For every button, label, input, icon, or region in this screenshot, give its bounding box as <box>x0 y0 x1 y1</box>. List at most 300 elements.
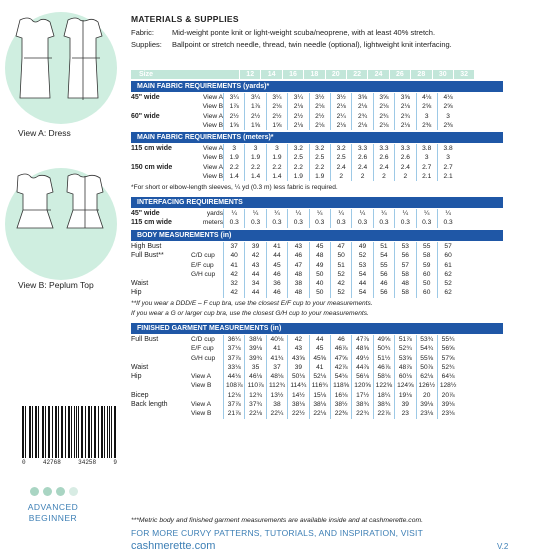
table-cell: 16⅛ <box>330 391 351 400</box>
table-cell: 2.2 <box>288 163 309 172</box>
table-cell: 50 <box>309 288 330 297</box>
table-cell: 41¾ <box>266 354 287 363</box>
table-cell: ¼ <box>224 209 245 218</box>
table-row <box>131 112 458 121</box>
table-cell: 3 <box>224 144 245 153</box>
fabric-value: Mid-weight ponte knit or light-weight scuba/neoprene, with at least 40% stretch. <box>172 28 532 37</box>
table-cell: 38½ <box>330 400 351 409</box>
table-cell: 39⅛ <box>437 400 458 409</box>
table-cell: 62 <box>437 288 458 297</box>
size-cell: 12 <box>240 70 261 79</box>
table-cell: 3½ <box>309 93 330 102</box>
table-cell: 52 <box>330 270 351 279</box>
table-cell: 39⅛ <box>245 344 266 353</box>
size-cell: 32 <box>453 70 474 79</box>
table-cell: 57 <box>395 261 416 270</box>
row-label: 115 cm wide <box>131 218 191 227</box>
table-cell: 2⅝ <box>416 102 437 111</box>
table-row <box>131 335 458 344</box>
table-row <box>131 102 458 111</box>
table-cell: 128½ <box>437 381 458 390</box>
table-cell: 56 <box>373 288 394 297</box>
table-row <box>131 391 458 400</box>
supplies-row <box>131 40 532 49</box>
table-cell: 18¼ <box>373 391 394 400</box>
table-cell: 40 <box>224 251 245 260</box>
promo-text: FOR MORE CURVY PATTERNS, TUTORIALS, AND INSPIRATION, VISIT <box>131 528 423 538</box>
table-cell: 3 <box>416 153 437 162</box>
size-cell: 26 <box>389 70 410 79</box>
table-cell: 42 <box>224 270 245 279</box>
table-cell: 3 <box>437 153 458 162</box>
table-cell: 1⅝ <box>245 121 266 130</box>
table-cell: 44 <box>266 251 287 260</box>
table-cell: 41 <box>266 242 287 251</box>
barcode-bars <box>22 406 117 458</box>
row-label: High Bust <box>131 242 191 251</box>
table-row <box>131 218 458 227</box>
table-cell: 37⅛ <box>224 344 245 353</box>
table-cell: 56⅛ <box>352 372 373 381</box>
table-cell: 32 <box>224 279 245 288</box>
table-cell: 1⅞ <box>224 102 245 111</box>
table-cell: 55 <box>373 261 394 270</box>
table-cell: 3.3 <box>352 144 373 153</box>
table-cell: 13½ <box>266 391 287 400</box>
table-cell: 46 <box>266 288 287 297</box>
row-sublabel <box>191 363 224 372</box>
finished-header: FINISHED GARMENT MEASUREMENTS (in) <box>131 323 503 334</box>
table-cell: 46 <box>266 270 287 279</box>
table-cell: 0.3 <box>224 218 245 227</box>
table-cell: ¼ <box>266 209 287 218</box>
table-cell: 43 <box>288 344 309 353</box>
table-cell: ¼ <box>330 209 351 218</box>
table-cell: 35 <box>245 363 266 372</box>
row-label <box>131 102 191 111</box>
size-label: Size <box>131 70 240 79</box>
table-cell: 36¼ <box>224 335 245 344</box>
row-sublabel: C/D cup <box>191 251 224 260</box>
table-cell: 2.5 <box>309 153 330 162</box>
difficulty-dot <box>56 487 65 496</box>
table-cell: 36 <box>266 279 287 288</box>
table-cell: 22⅜ <box>330 409 351 418</box>
row-label <box>131 381 191 390</box>
table-row <box>131 354 458 363</box>
table-cell: 2.1 <box>416 172 437 181</box>
row-sublabel: View B <box>191 409 224 418</box>
table-cell: 1⅝ <box>266 121 287 130</box>
table-cell: 56 <box>373 270 394 279</box>
row-sublabel: View A <box>191 400 224 409</box>
table-row <box>131 279 458 288</box>
row-label: Full Bust <box>131 335 191 344</box>
table-cell: 40⅛ <box>266 335 287 344</box>
table-cell: 12⅛ <box>224 391 245 400</box>
row-label: 60" wide <box>131 112 191 121</box>
table-cell: 2⅛ <box>352 102 373 111</box>
cup-note-2 <box>131 310 369 317</box>
row-label <box>131 344 191 353</box>
table-cell: 55 <box>416 242 437 251</box>
table-cell: 42 <box>224 288 245 297</box>
table-cell: 2⅛ <box>288 102 309 111</box>
site-link[interactable]: cashmerette.com <box>131 540 215 552</box>
table-row <box>131 363 458 372</box>
table-cell: 4⅛ <box>437 93 458 102</box>
table-cell: 54⅛ <box>330 372 351 381</box>
table-cell: 3 <box>437 112 458 121</box>
row-sublabel: View B <box>191 172 224 181</box>
table-cell: 22⅞ <box>373 409 394 418</box>
table-cell: 48 <box>395 279 416 288</box>
table-cell: 61 <box>437 261 458 270</box>
table-cell: 47 <box>288 261 309 270</box>
table-cell: 3¼ <box>245 93 266 102</box>
table-cell: 3 <box>245 144 266 153</box>
table-cell: 2.6 <box>373 153 394 162</box>
level-line1: ADVANCED <box>22 502 84 513</box>
table-cell: 3⅝ <box>395 93 416 102</box>
table-cell: 2⅛ <box>395 102 416 111</box>
row-label <box>131 121 191 130</box>
table-cell: 20 <box>416 391 437 400</box>
table-cell: 2.4 <box>330 163 351 172</box>
table-cell: 2½ <box>266 112 287 121</box>
table-cell: 60⅛ <box>395 372 416 381</box>
size-cell: 28 <box>411 70 432 79</box>
table-cell: 42 <box>288 335 309 344</box>
table-cell: 53¾ <box>416 335 437 344</box>
table-cell: 1.9 <box>224 153 245 162</box>
table-cell: 42⅞ <box>330 363 351 372</box>
table-cell: 122⅝ <box>373 381 394 390</box>
row-sublabel: View B <box>191 102 224 111</box>
row-sublabel: View B <box>191 121 224 130</box>
table-cell: 46⅛ <box>245 372 266 381</box>
table-cell: 3 <box>416 112 437 121</box>
table-row <box>131 372 458 381</box>
difficulty-level <box>22 502 84 524</box>
barcode <box>22 406 117 472</box>
row-label <box>131 261 191 270</box>
table-row <box>131 344 458 353</box>
main-meters-header: MAIN FABRIC REQUIREMENTS (meters)* <box>131 132 503 143</box>
table-cell: 2.7 <box>437 163 458 172</box>
row-label: 115 cm wide <box>131 144 191 153</box>
table-cell: 53⅝ <box>395 354 416 363</box>
table-cell: 12¾ <box>245 391 266 400</box>
size-cell: 30 <box>432 70 453 79</box>
table-row <box>131 400 458 409</box>
table-cell: 50⅞ <box>416 363 437 372</box>
table-cell: 2.6 <box>395 153 416 162</box>
table-cell: 23 <box>395 409 416 418</box>
table-cell: 45 <box>266 261 287 270</box>
table-cell: 54¾ <box>416 344 437 353</box>
table-cell: 0.3 <box>352 218 373 227</box>
table-cell: 52 <box>330 288 351 297</box>
row-sublabel <box>191 391 224 400</box>
table-cell: 46 <box>288 251 309 260</box>
metric-note: ***Metric body and finished garment measurements are available inside and at cashmerette.com. <box>131 517 423 524</box>
table-cell: 4⅛ <box>416 93 437 102</box>
table-row <box>131 144 458 153</box>
table-cell: ¼ <box>373 209 394 218</box>
table-cell: 62⅛ <box>416 372 437 381</box>
table-cell: 60 <box>416 288 437 297</box>
table-cell: 45⅝ <box>309 354 330 363</box>
difficulty-dots <box>30 487 78 496</box>
row-sublabel: G/H cup <box>191 354 224 363</box>
table-cell: 1.9 <box>288 172 309 181</box>
size-cell: 20 <box>325 70 346 79</box>
table-cell: 55⅝ <box>416 354 437 363</box>
table-cell: 2⅛ <box>309 102 330 111</box>
table-cell: 43⅝ <box>288 354 309 363</box>
table-cell: 48 <box>288 288 309 297</box>
table-cell: 38¾ <box>373 400 394 409</box>
table-cell: 37⅞ <box>224 354 245 363</box>
table-cell: 58⅛ <box>373 372 394 381</box>
table-cell: 3.8 <box>416 144 437 153</box>
row-label <box>131 354 191 363</box>
table-cell: 39¾ <box>245 354 266 363</box>
table-cell: 110⅞ <box>245 381 266 390</box>
table-cell: 116¾ <box>309 381 330 390</box>
table-cell: 2½ <box>309 112 330 121</box>
row-label <box>131 153 191 162</box>
size-cell: 24 <box>368 70 389 79</box>
table-cell: 48⅞ <box>395 363 416 372</box>
table-row <box>131 209 458 218</box>
body-table <box>131 242 458 298</box>
table-cell: 3.2 <box>309 144 330 153</box>
table-cell: 41 <box>309 363 330 372</box>
table-cell: 2.5 <box>330 153 351 162</box>
row-sublabel: View A <box>191 112 224 121</box>
table-cell: 38¾ <box>352 400 373 409</box>
table-cell: 3.3 <box>395 144 416 153</box>
main-meters-table <box>131 144 458 181</box>
table-row <box>131 172 458 181</box>
table-cell: 58 <box>395 288 416 297</box>
table-cell: 3⅝ <box>373 93 394 102</box>
table-cell: 0.3 <box>416 218 437 227</box>
table-cell: 22¼ <box>266 409 287 418</box>
table-cell: 50 <box>309 270 330 279</box>
row-sublabel <box>191 279 224 288</box>
table-cell: 3.2 <box>288 144 309 153</box>
level-line2: BEGINNER <box>22 513 84 524</box>
row-sublabel: E/F cup <box>191 344 224 353</box>
table-cell: 51 <box>373 242 394 251</box>
table-cell: 51½ <box>373 354 394 363</box>
table-cell: 2⅜ <box>437 121 458 130</box>
table-cell: 3.2 <box>330 144 351 153</box>
table-cell: 2⅛ <box>373 102 394 111</box>
sleeve-note: *For short or elbow-length sleeves, ¼ yd (0.3 m) less fabric is required. <box>131 184 338 191</box>
cup-note-1 <box>131 300 373 307</box>
row-label: Waist <box>131 363 191 372</box>
table-cell: 50 <box>330 251 351 260</box>
table-cell: 49 <box>352 242 373 251</box>
table-cell: 2 <box>352 172 373 181</box>
row-label <box>131 409 191 418</box>
table-cell: 2.2 <box>224 163 245 172</box>
main-yards-table <box>131 93 458 130</box>
table-row <box>131 153 458 162</box>
table-cell: ¼ <box>416 209 437 218</box>
table-row <box>131 242 458 251</box>
table-cell: 54 <box>352 270 373 279</box>
table-cell: 15⅛ <box>309 391 330 400</box>
main-yards-header: MAIN FABRIC REQUIREMENTS (yards)* <box>131 81 503 92</box>
table-cell: 38 <box>288 279 309 288</box>
difficulty-dot <box>43 487 52 496</box>
table-cell: ¼ <box>245 209 266 218</box>
table-cell: 33⅛ <box>224 363 245 372</box>
size-cell: 22 <box>346 70 367 79</box>
table-cell: 0.3 <box>395 218 416 227</box>
table-cell: 42 <box>330 279 351 288</box>
table-cell: 3¼ <box>266 93 287 102</box>
table-row <box>131 121 458 130</box>
table-cell: 2⅛ <box>330 102 351 111</box>
table-cell: 48⅛ <box>266 372 287 381</box>
difficulty-dot <box>30 487 39 496</box>
row-sublabel: View A <box>191 144 224 153</box>
table-cell: 49½ <box>352 354 373 363</box>
table-row <box>131 163 458 172</box>
finished-table <box>131 335 458 419</box>
table-cell: 38⅛ <box>288 400 309 409</box>
table-cell: 1.4 <box>245 172 266 181</box>
table-cell: 54 <box>352 288 373 297</box>
row-label: 45" wide <box>131 93 191 102</box>
table-cell: 43 <box>245 261 266 270</box>
table-cell: 23⅛ <box>437 409 458 418</box>
table-cell: 38⅛ <box>245 335 266 344</box>
supplies-value: Ballpoint or stretch needle, thread, twin needle (optional), lightweight knit interfacing. <box>172 40 532 49</box>
table-cell: 64⅛ <box>437 372 458 381</box>
table-cell: 38⅛ <box>309 400 330 409</box>
table-cell: 43 <box>288 242 309 251</box>
table-cell: 3 <box>266 144 287 153</box>
table-cell: 2½ <box>224 112 245 121</box>
table-cell: 50 <box>416 279 437 288</box>
table-cell: 1⅝ <box>224 121 245 130</box>
table-cell: 47 <box>330 242 351 251</box>
table-cell: ¼ <box>437 209 458 218</box>
table-cell: 44 <box>245 270 266 279</box>
table-cell: 48⅝ <box>352 344 373 353</box>
table-cell: 2⅛ <box>373 121 394 130</box>
table-cell: 49 <box>309 261 330 270</box>
table-cell: 2⅛ <box>288 121 309 130</box>
barcode-digit-1: 0 <box>22 459 26 466</box>
table-cell: 118⅝ <box>330 381 351 390</box>
table-cell: 2¾ <box>352 112 373 121</box>
table-cell: 2⅝ <box>437 102 458 111</box>
size-header <box>131 70 474 79</box>
table-cell: 2.4 <box>373 163 394 172</box>
barcode-digits <box>22 459 117 466</box>
row-sublabel: View A <box>191 163 224 172</box>
table-cell: 46 <box>373 279 394 288</box>
table-cell: 0.3 <box>288 218 309 227</box>
table-cell: 52 <box>437 279 458 288</box>
table-cell: 124⅝ <box>395 381 416 390</box>
table-cell: 1.9 <box>309 172 330 181</box>
row-sublabel: G/H cup <box>191 270 224 279</box>
body-header: BODY MEASUREMENTS (in) <box>131 230 503 241</box>
table-cell: 41 <box>224 261 245 270</box>
table-cell: 44 <box>309 335 330 344</box>
barcode-digit-4: 9 <box>113 459 117 466</box>
table-cell: 108⅞ <box>224 381 245 390</box>
version-label: V.2 <box>497 542 508 551</box>
table-cell: 1.4 <box>224 172 245 181</box>
table-cell: 39⅛ <box>416 400 437 409</box>
row-sublabel <box>191 242 224 251</box>
materials-title: MATERIALS & SUPPLIES <box>131 14 239 24</box>
table-cell: 37¾ <box>245 400 266 409</box>
table-cell: 52¾ <box>437 363 458 372</box>
table-cell: 37⅞ <box>224 400 245 409</box>
table-row <box>131 288 458 297</box>
row-sublabel <box>191 288 224 297</box>
view-b-label: View B: Peplum Top <box>18 280 94 290</box>
table-cell: 44⅛ <box>224 372 245 381</box>
table-cell: 48 <box>288 270 309 279</box>
cup-note-2-text: If you wear a G or larger cup bra, use the closest G/H cup to your measurements. <box>131 310 369 317</box>
table-cell: 58 <box>395 270 416 279</box>
table-cell: 58 <box>416 251 437 260</box>
row-sublabel: View B <box>191 381 224 390</box>
table-cell: ¼ <box>288 209 309 218</box>
table-cell: 112¾ <box>266 381 287 390</box>
size-cell: 16 <box>282 70 303 79</box>
fabric-row <box>131 28 532 37</box>
table-cell: 2⅛ <box>395 121 416 130</box>
table-cell: 2⅛ <box>309 121 330 130</box>
row-sublabel: View B <box>191 153 224 162</box>
table-cell: ¼ <box>395 209 416 218</box>
table-cell: 2 <box>395 172 416 181</box>
row-label: 45" wide <box>131 209 191 218</box>
table-cell: 47⅝ <box>330 354 351 363</box>
table-cell: 51 <box>330 261 351 270</box>
table-cell: 2.2 <box>266 163 287 172</box>
table-cell: 37 <box>266 363 287 372</box>
table-cell: 60 <box>416 270 437 279</box>
table-cell: 2.7 <box>416 163 437 172</box>
table-cell: 50⅛ <box>288 372 309 381</box>
table-cell: ¼ <box>309 209 330 218</box>
table-cell: 41 <box>266 344 287 353</box>
row-sublabel: View A <box>191 93 224 102</box>
table-cell: 3.8 <box>437 144 458 153</box>
interfacing-table <box>131 209 458 228</box>
table-cell: 56⅝ <box>437 344 458 353</box>
table-cell: 60 <box>437 251 458 260</box>
table-cell: 2.2 <box>309 163 330 172</box>
row-label <box>131 172 191 181</box>
row-sublabel: yards <box>191 209 224 218</box>
table-cell: 2½ <box>288 112 309 121</box>
